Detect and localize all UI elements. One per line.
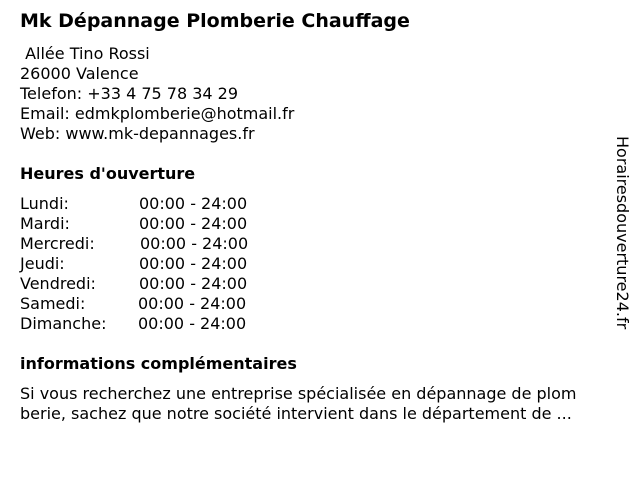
day-label: Dimanche:	[20, 314, 107, 333]
website-link[interactable]: Web: www.mk-depannages.fr	[20, 124, 255, 143]
info-line: Si vous recherchez une entreprise spécialisée en dépannage de plom	[20, 384, 577, 403]
street-address: Allée Tino Rossi	[20, 44, 150, 63]
site-watermark: Horairesdouverture24.fr	[613, 136, 632, 330]
info-line: berie, sachez que notre société intervient dans le département de ...	[20, 404, 572, 423]
day-label: Mercredi:	[20, 234, 95, 253]
additional-info-heading: informations complémentaires	[20, 354, 297, 373]
phone-number[interactable]: Telefon: +33 4 75 78 34 29	[20, 84, 239, 103]
opening-hours-heading: Heures d'ouverture	[20, 164, 196, 183]
day-label: Vendredi:	[20, 274, 96, 293]
time-range: 00:00 - 24:00	[138, 314, 247, 333]
contact-block	[20, 44, 294, 144]
time-range: 00:00 - 24:00	[140, 234, 249, 253]
time-range: 00:00 - 24:00	[139, 274, 248, 293]
time-range: 00:00 - 24:00	[139, 214, 248, 233]
day-label: Samedi:	[20, 294, 86, 313]
city-address: 26000 Valence	[20, 64, 139, 83]
day-label: Jeudi:	[20, 254, 65, 273]
email-address[interactable]: Email: edmkplomberie@hotmail.fr	[20, 104, 295, 123]
time-range: 00:00 - 24:00	[139, 254, 248, 273]
day-label: Mardi:	[20, 214, 70, 233]
day-label: Lundi:	[20, 194, 69, 213]
time-range: 00:00 - 24:00	[139, 194, 248, 213]
time-range: 00:00 - 24:00	[138, 294, 247, 313]
additional-info-text	[20, 356, 630, 424]
business-name: Mk Dépannage Plomberie Chauffage	[20, 10, 410, 32]
